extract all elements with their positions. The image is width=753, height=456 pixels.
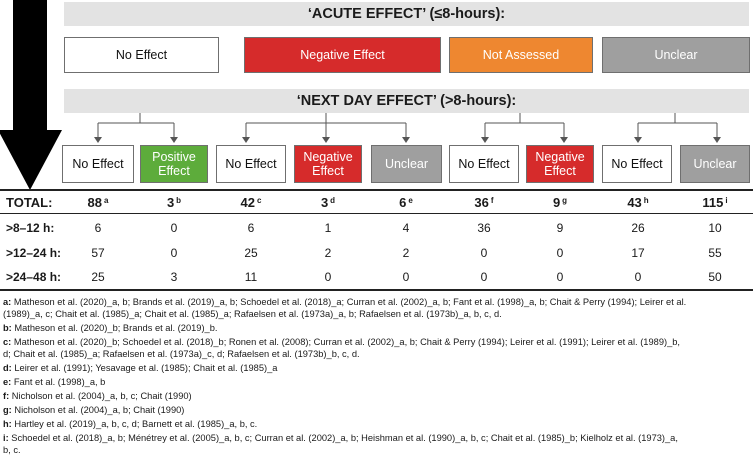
table-cell: 57 bbox=[91, 246, 105, 260]
arrowhead bbox=[560, 137, 568, 143]
table-cell: 26 bbox=[631, 221, 645, 235]
next-unclear-box-2 bbox=[680, 145, 750, 183]
reference-h: h: Hartley et al. (2019)_a, b, c, d; Barnett et al. (1985)_a, b, c. bbox=[3, 419, 258, 429]
table-cell: 25 bbox=[244, 246, 258, 260]
acute-effect-banner: ‘ACUTE EFFECT’ (≤8-hours): bbox=[64, 2, 749, 26]
table-cell: 50 bbox=[708, 270, 722, 284]
reference-b: b: Matheson et al. (2020)_b; Brands et al. (2019)_b. bbox=[3, 323, 218, 333]
row-label-12-24: >12–24 h: bbox=[6, 246, 62, 260]
next-no-effect-box-2 bbox=[216, 145, 286, 183]
table-cell: 0 bbox=[170, 246, 178, 260]
reference-d: d: Leirer et al. (1991); Yesavage et al. (1985); Chait et al. (1985)_a bbox=[3, 363, 278, 373]
table-cell: 0 bbox=[634, 270, 642, 284]
reference-g: g: Nicholson et al. (2004)_a, b; Chait (1990) bbox=[3, 405, 185, 415]
table-cell: 25 bbox=[91, 270, 105, 284]
acute-not-assessed-label: Not Assessed bbox=[482, 48, 560, 62]
table-cell: 55 bbox=[708, 246, 722, 260]
box-label: No Effect bbox=[225, 157, 277, 171]
table-cell: 9 bbox=[556, 221, 564, 235]
connector-negative bbox=[246, 113, 406, 139]
box-label: No Effect bbox=[72, 157, 124, 171]
acute-no-effect-label: No Effect bbox=[115, 48, 168, 62]
table-cell: 0 bbox=[402, 270, 410, 284]
next-day-effect-banner: ‘NEXT DAY EFFECT’ (>8-hours): bbox=[64, 89, 749, 113]
table-cell: 17 bbox=[631, 246, 645, 260]
arrowhead bbox=[242, 137, 250, 143]
table-cell: 3 bbox=[170, 270, 178, 284]
next-positive-effect-box bbox=[140, 145, 208, 183]
row-label-24-48: >24–48 h: bbox=[6, 270, 62, 284]
table-bottom-rule bbox=[0, 289, 753, 291]
next-negative-effect-box-2 bbox=[526, 145, 594, 183]
total-cell: 3 $^b$ bbox=[166, 195, 182, 210]
total-cell: 36 $^f$ bbox=[474, 195, 494, 210]
row-label-8-12: >8–12 h: bbox=[6, 221, 55, 235]
row-label-total: TOTAL: bbox=[6, 195, 53, 210]
connector-lines bbox=[0, 0, 753, 150]
table-cell: 0 bbox=[556, 246, 564, 260]
table-cell: 10 bbox=[708, 221, 722, 235]
arrowhead bbox=[170, 137, 178, 143]
acute-negative-effect-label: Negative Effect bbox=[300, 48, 385, 62]
connector-unclear bbox=[638, 113, 717, 139]
arrowhead bbox=[402, 137, 410, 143]
table-cell: 4 bbox=[402, 221, 410, 235]
connector-no-effect bbox=[98, 113, 174, 139]
connector-not-assessed bbox=[485, 113, 564, 139]
table-cell: 36 bbox=[477, 221, 491, 235]
next-no-effect-box-1 bbox=[62, 145, 134, 183]
table-cell: 0 bbox=[170, 221, 178, 235]
acute-unclear-label: Unclear bbox=[654, 48, 698, 62]
table-cell: 11 bbox=[244, 270, 258, 284]
box-label: No Effect bbox=[611, 157, 663, 171]
box-label: Negative Effect bbox=[535, 150, 585, 178]
total-cell: 88 $^a$ bbox=[87, 195, 109, 210]
table-top-rule bbox=[0, 189, 753, 191]
total-cell: 43 $^h$ bbox=[627, 195, 649, 210]
total-cell: 115 $^i$ bbox=[702, 195, 728, 210]
next-unclear-box-1 bbox=[371, 145, 442, 183]
next-no-effect-box-3 bbox=[449, 145, 519, 183]
table-cell: 0 bbox=[480, 246, 488, 260]
box-label: Negative Effect bbox=[303, 150, 353, 178]
box-label: Unclear bbox=[693, 157, 737, 171]
total-cell: 3 $^d$ bbox=[320, 195, 336, 210]
table-cell: 2 bbox=[402, 246, 410, 260]
total-cell: 9 $^g$ bbox=[552, 195, 568, 210]
arrowhead bbox=[634, 137, 642, 143]
next-no-effect-box-4 bbox=[602, 145, 672, 183]
arrowhead bbox=[481, 137, 489, 143]
box-label: Unclear bbox=[384, 157, 429, 171]
reference-i: i: Schoedel et al. (2018)_a, b; Ménétrey et al. (2005)_a, b, c; Curran et al. (2002)_a, b; Heishman et al. (1990)_a, b, c; Chait et al. (1985)_b; Kielholz et al. (1973)_a, b, c. bbox=[3, 433, 678, 456]
arrowhead bbox=[94, 137, 102, 143]
table-cell: 6 bbox=[247, 221, 255, 235]
reference-c: c: Matheson et al. (2020)_b; Schoedel et al. (2018)_b; Ronen et al. (2008); Curran et al. (2002)_a, b; Chait & Perry (1994); Leirer et al. (1991); Leirer et al. (1989)_b, d; Chait et al. (1985)_a; Rafaelsen et al. (1973a)_c, d; Rafaelsen et al. (1973b)_b, c, d. bbox=[3, 337, 681, 360]
table-cell: 1 bbox=[324, 221, 332, 235]
table-cell: 6 bbox=[94, 221, 102, 235]
table-cell: 0 bbox=[556, 270, 564, 284]
reference-a: a: Matheson et al. (2020)_a, b; Brands et al. (2019)_a, b; Schoedel et al. (2018)_a; Curran et al. (2002)_a, b; Fant et al. (1998)_a, b; Chait & Perry (1994); Leirer et al. (1989)_a, c; Chait et al. (1985)_a; Chait et al. (1985)_a; Rafaelsen et al. (1973a)_a, b; Rafaelsen et al. (1973b)_a, b, c, d. bbox=[3, 297, 687, 320]
arrowhead bbox=[713, 137, 721, 143]
total-cell: 42 $^c$ bbox=[240, 195, 262, 210]
reference-e: e: Fant et al. (1998)_a, b bbox=[3, 377, 106, 387]
reference-f: f: Nicholson et al. (2004)_a, b, c; Chait (1990) bbox=[3, 391, 192, 401]
total-cell: 6 $^e$ bbox=[399, 195, 413, 210]
next-negative-effect-box-1 bbox=[294, 145, 362, 183]
box-label: No Effect bbox=[458, 157, 510, 171]
table-cell: 0 bbox=[324, 270, 332, 284]
table-header-rule bbox=[0, 213, 753, 214]
table-cell: 0 bbox=[480, 270, 488, 284]
arrowhead bbox=[322, 137, 330, 143]
box-label: Positive Effect bbox=[152, 150, 196, 178]
table-cell: 2 bbox=[324, 246, 332, 260]
